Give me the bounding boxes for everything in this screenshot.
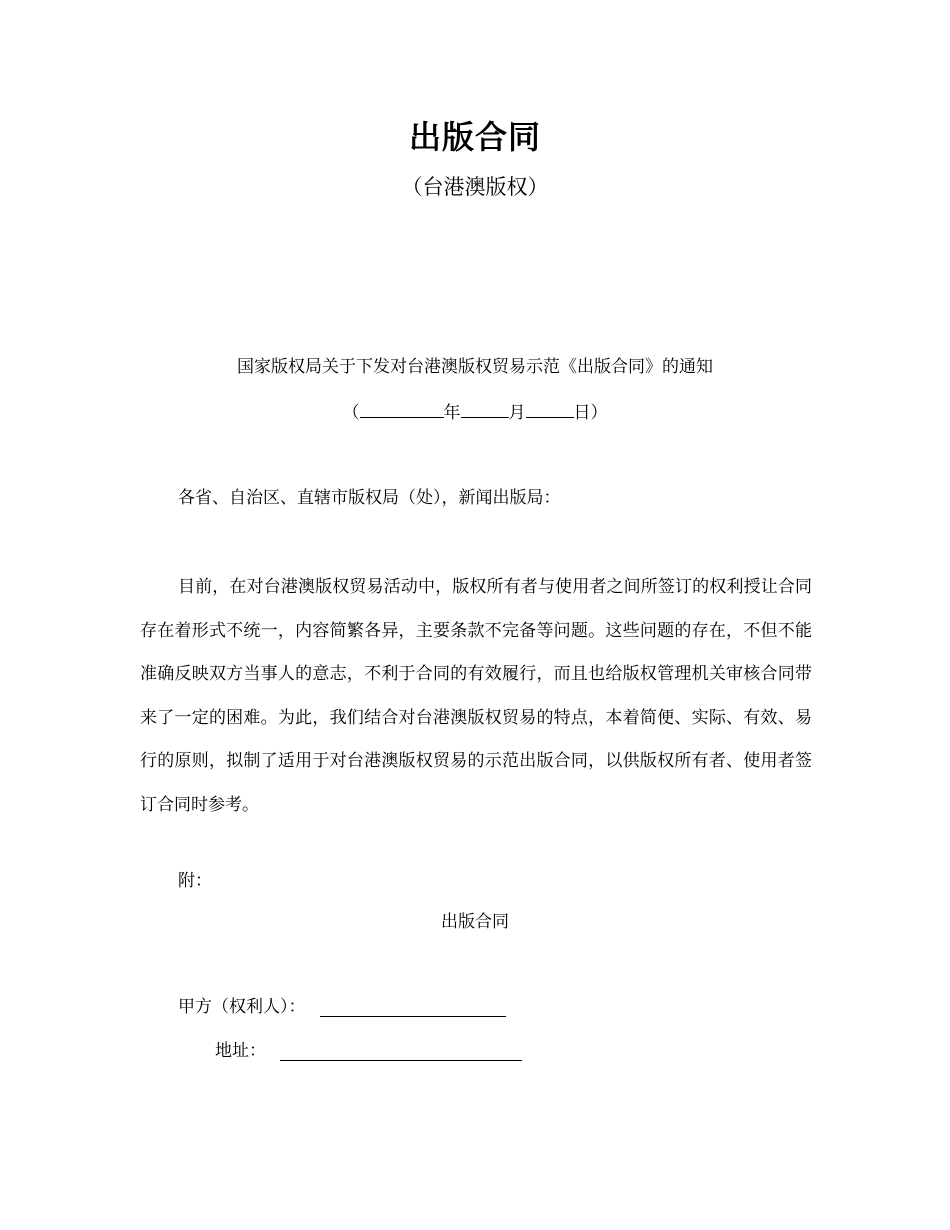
date-line bbox=[0, 398, 950, 423]
date-close-paren: ） bbox=[590, 403, 608, 423]
greeting: 各省、自治区、直辖市版权局（处），新闻出版局： bbox=[178, 488, 561, 508]
party-a-field bbox=[178, 992, 506, 1017]
address-field bbox=[215, 1036, 522, 1061]
document-title: 出版合同 bbox=[408, 118, 541, 156]
party-a-label: 甲方（权利人）： bbox=[178, 997, 306, 1017]
document-subtitle: （台港澳版权） bbox=[401, 175, 549, 199]
day-blank bbox=[526, 400, 574, 418]
month-label: 月 bbox=[508, 403, 526, 423]
date-open-paren: （ bbox=[342, 403, 360, 423]
year-label: 年 bbox=[443, 403, 461, 423]
attachment-label: 附： bbox=[178, 871, 212, 891]
year-blank bbox=[360, 400, 444, 418]
notice-heading: 国家版权局关于下发对台港澳版权贸易示范《出版合同》的通知 bbox=[237, 357, 713, 377]
address-blank bbox=[280, 1040, 522, 1061]
month-blank bbox=[461, 400, 509, 418]
body-paragraph: 目前，在对台港澳版权贸易活动中，版权所有者与使用者之间所签订的权利授让合同存在着形式不统一，内容简繁各异，主要条款不完备等问题。这些问题的存在，不但不能准确反映双方当事人的意志，不利于合同的有效履行，而且也给版权管理机关审核合同带来了一定的困难。为此，我们结合对台港澳版权贸易的特点，本着简便、实际、有效、易行的原则，拟制了适用于对台港澳版权贸易的示范出版合同，以供版权所有者、使用者签订合同时参考。 bbox=[140, 577, 812, 815]
day-label: 日 bbox=[573, 403, 591, 423]
attachment-title: 出版合同 bbox=[441, 912, 509, 932]
address-label: 地址： bbox=[215, 1041, 266, 1061]
party-a-blank bbox=[320, 996, 506, 1017]
